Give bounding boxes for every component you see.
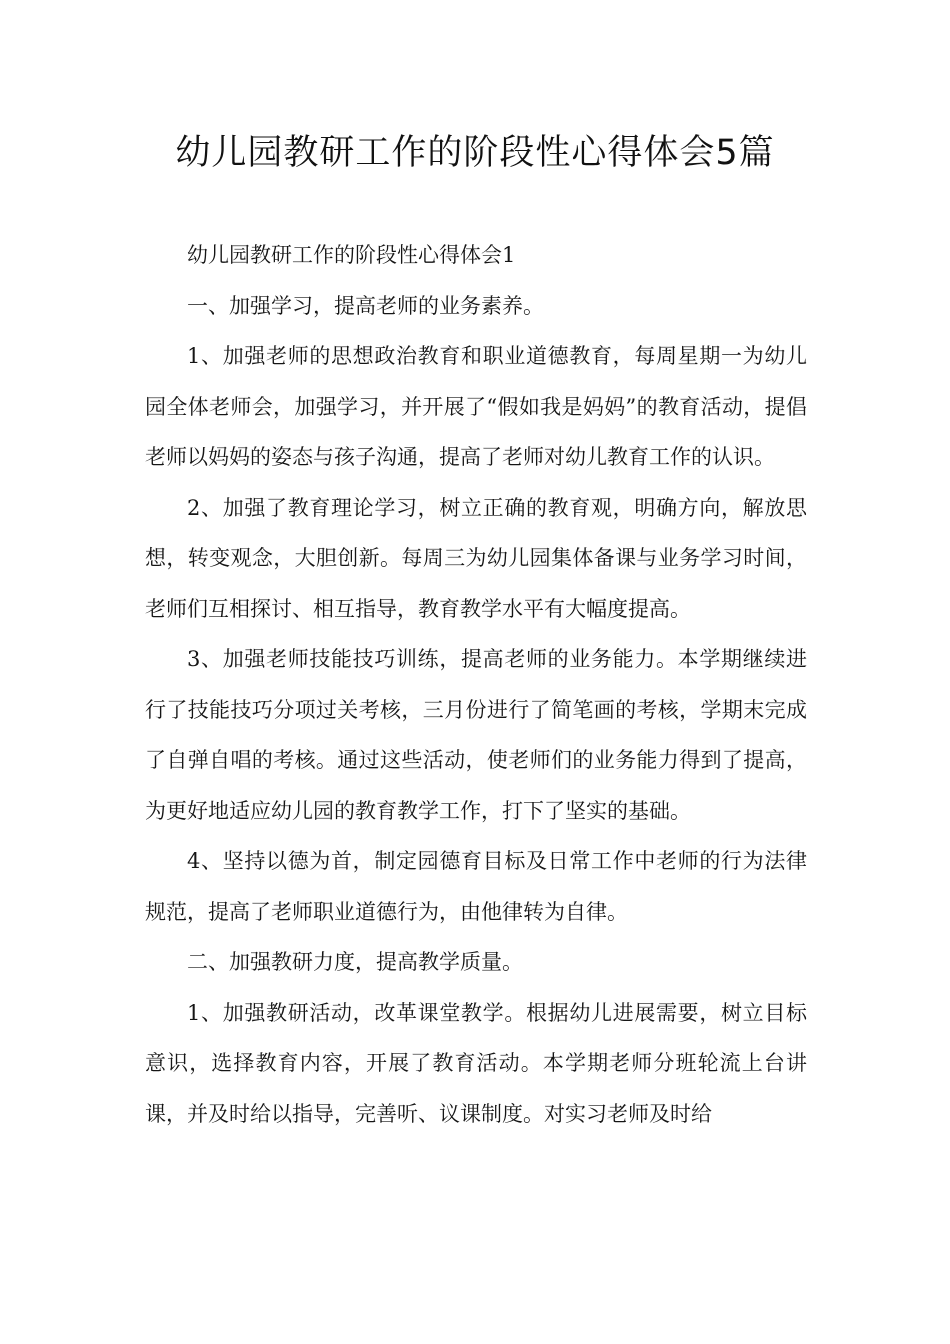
paragraph-2: 2、加强了教育理论学习，树立正确的教育观，明确方向，解放思想，转变观念，大胆创新。每周三为幼儿园集体备课与业务学习时间，老师们互相探讨、相互指导，教育教学水平有大幅度提高。 bbox=[145, 495, 807, 621]
document-body bbox=[145, 230, 807, 1139]
heading-part-one: 一、加强学习，提高老师的业务素养。 bbox=[187, 293, 544, 318]
paragraph-5: 1、加强教研活动，改革课堂教学。根据幼儿进展需要，树立目标意识，选择教育内容，开展了教育活动。本学期老师分班轮流上台讲课，并及时给以指导，完善听、议课制度。对实习老师及时给 bbox=[145, 1000, 807, 1126]
section-subtitle: 幼儿园教研工作的阶段性心得体会1 bbox=[187, 243, 516, 267]
heading-part-two: 二、加强教研力度，提高教学质量。 bbox=[187, 950, 523, 974]
paragraph-4: 4、坚持以德为首，制定园德育目标及日常工作中老师的行为法律规范，提高了老师职业道德行为，由他律转为自律。 bbox=[145, 849, 807, 924]
paragraph-3: 3、加强老师技能技巧训练，提高老师的业务能力。本学期继续进行了技能技巧分项过关考核，三月份进行了简笔画的考核，学期末完成了自弹自唱的考核。通过这些活动，使老师们的业务能力得到了提高，为更好地适应幼儿园的教育教学工作，打下了坚实的基础。 bbox=[145, 647, 807, 823]
paragraph-1: 1、加强老师的思想政治教育和职业道德教育，每周星期一为幼儿园全体老师会，加强学习，并开展了“假如我是妈妈”的教育活动，提倡老师以妈妈的姿态与孩子沟通，提高了老师对幼儿教育工作的认识。 bbox=[145, 344, 807, 469]
document-title: 幼儿园教研工作的阶段性心得体会5篇 bbox=[175, 133, 775, 173]
